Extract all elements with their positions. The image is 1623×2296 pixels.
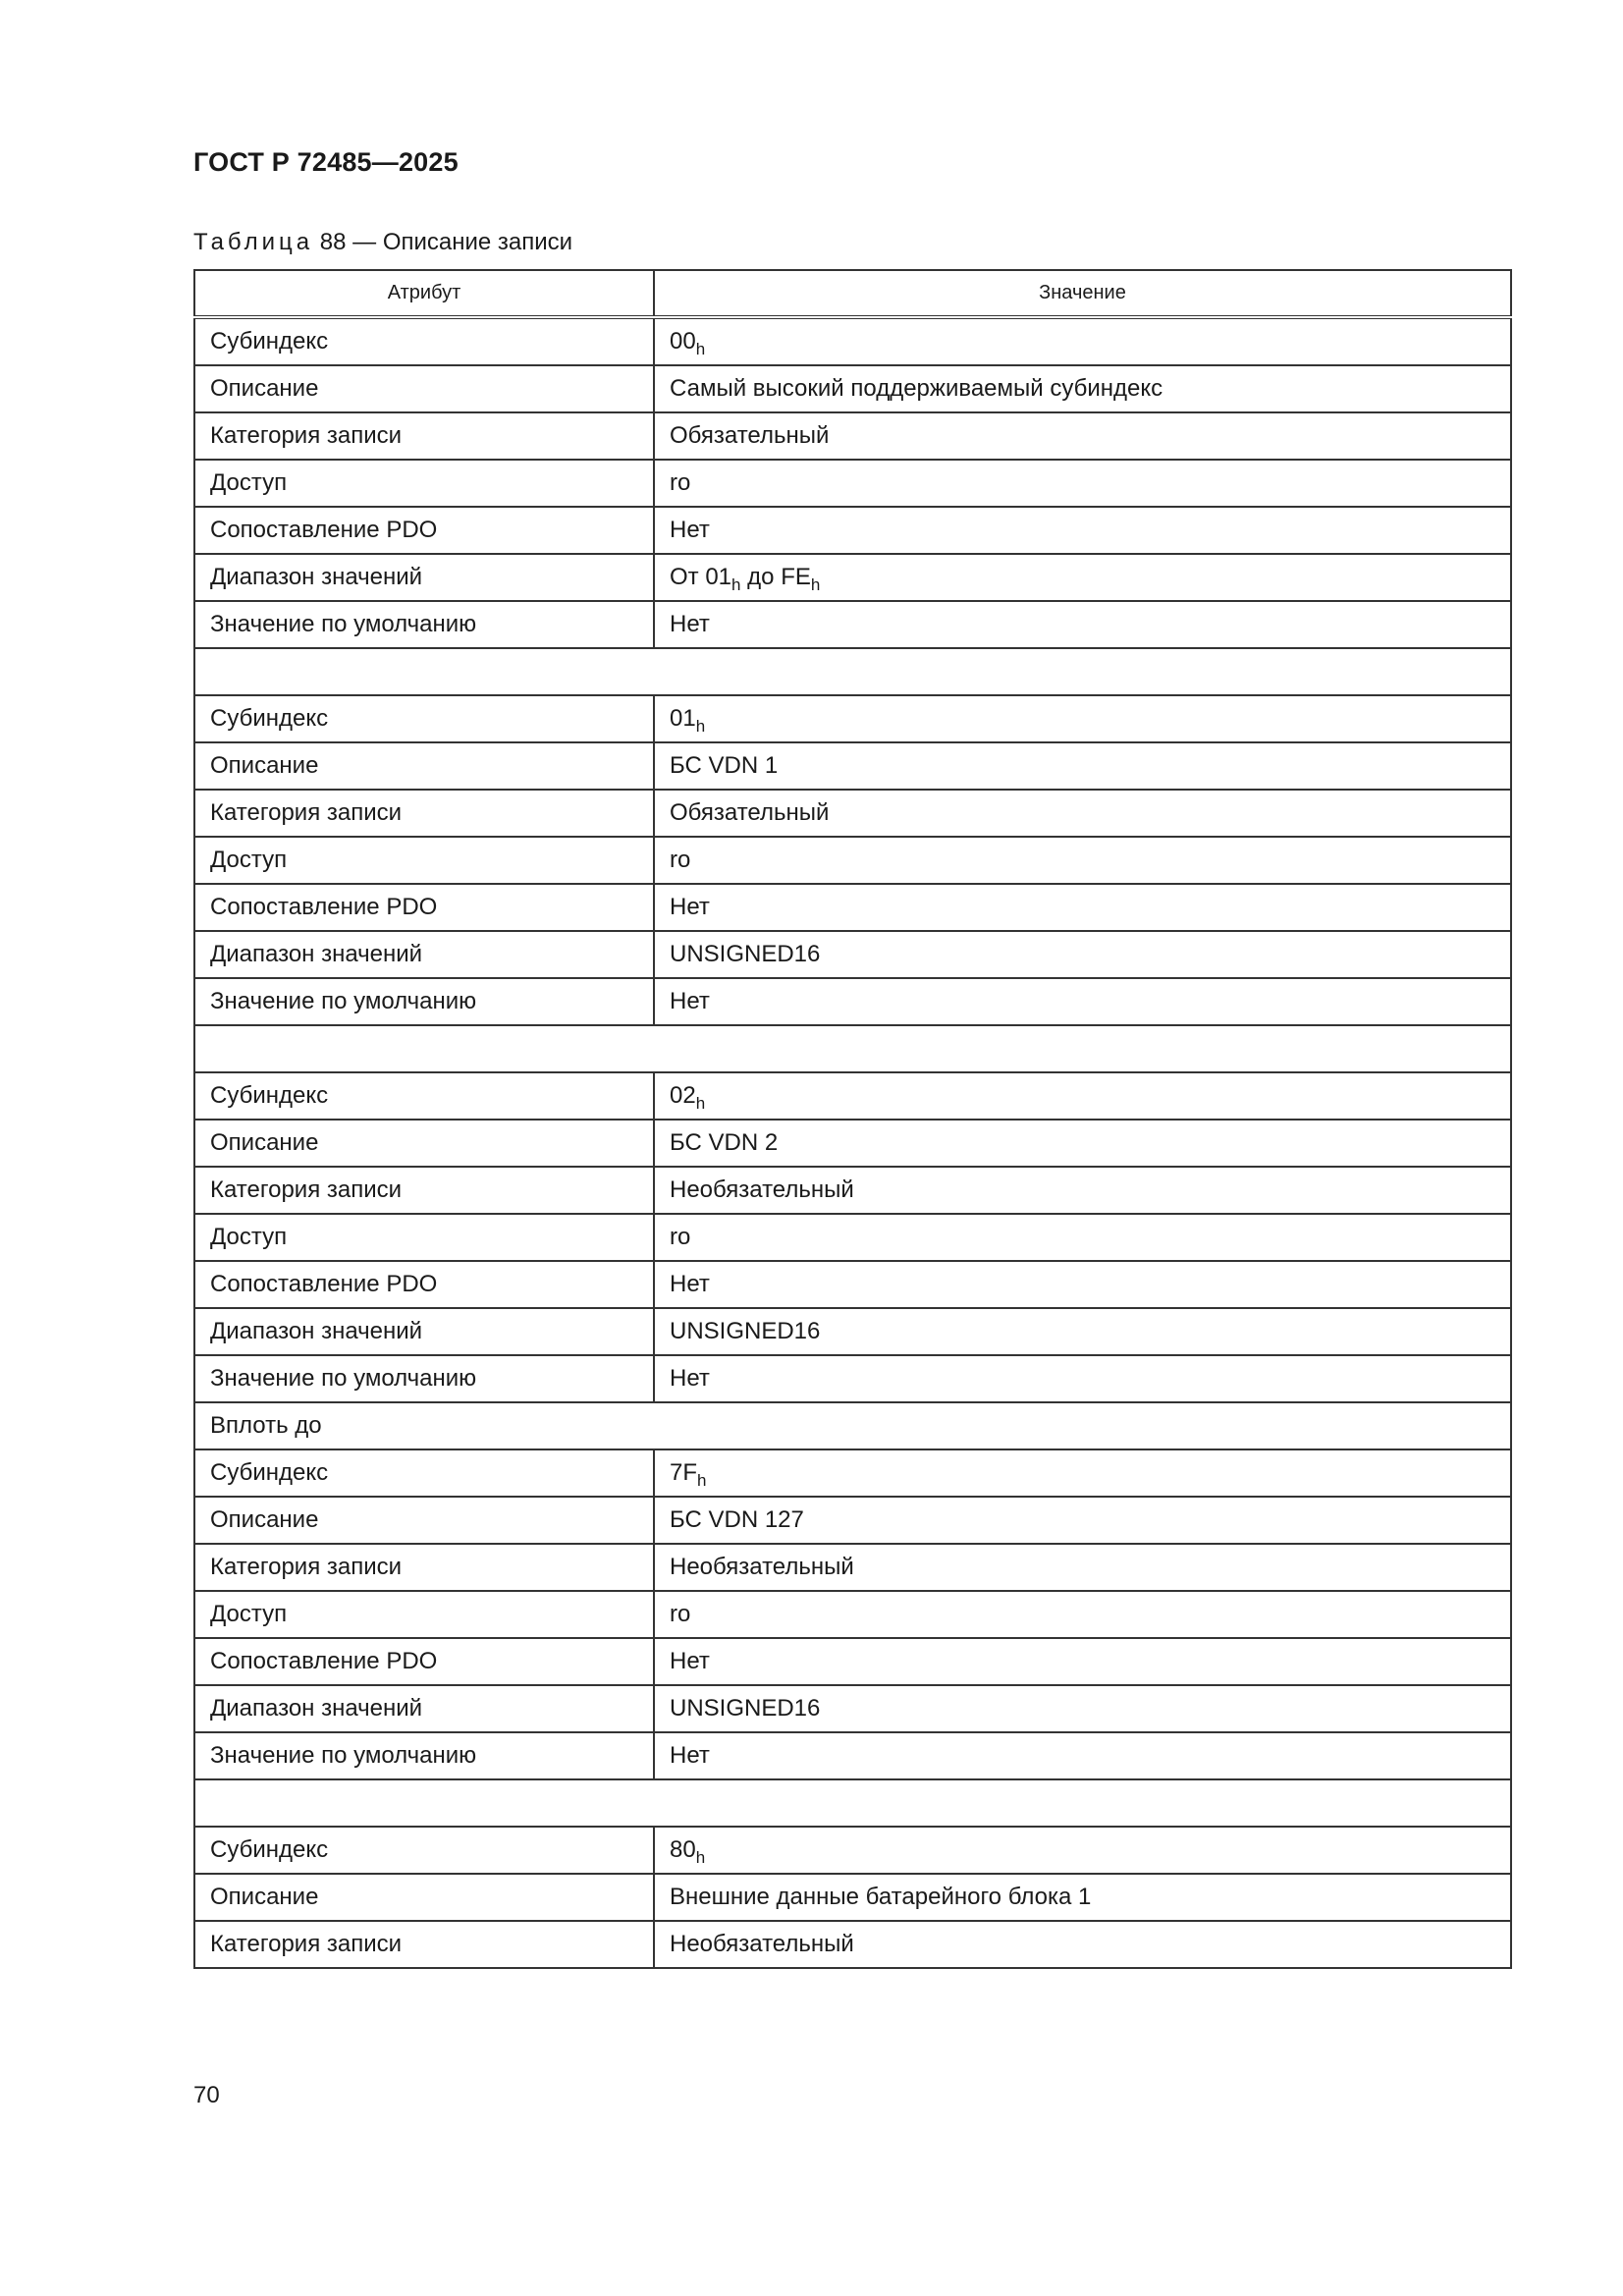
value-text: Необязательный [670, 1554, 854, 1580]
table-row [194, 460, 1511, 507]
value-text: 80 [670, 1836, 696, 1863]
table-span-row [194, 1402, 1511, 1449]
attribute-cell: Сопоставление PDO [194, 1261, 654, 1308]
column-header-attribute: Атрибут [194, 270, 654, 317]
value-text: до FE [740, 564, 811, 590]
attribute-cell: Описание [194, 1120, 654, 1167]
table-row [194, 554, 1511, 601]
table-caption-text: 88 — Описание записи [319, 229, 573, 255]
value-cell [654, 1308, 1511, 1355]
table-row [194, 931, 1511, 978]
table-row [194, 1167, 1511, 1214]
value-text: Нет [670, 988, 710, 1014]
value-text: Нет [670, 894, 710, 920]
value-cell [654, 412, 1511, 460]
value-text: Нет [670, 517, 710, 543]
attribute-cell: Описание [194, 742, 654, 790]
table-row [194, 317, 1511, 365]
value-cell [654, 1921, 1511, 1968]
span-cell: Вплоть до [194, 1402, 1511, 1449]
table-row [194, 837, 1511, 884]
record-description-table [193, 269, 1512, 1969]
value-text: 00 [670, 328, 696, 355]
value-cell [654, 1214, 1511, 1261]
table-row [194, 790, 1511, 837]
value-cell [654, 554, 1511, 601]
table-caption [193, 229, 572, 256]
table-row [194, 1497, 1511, 1544]
value-cell [654, 1497, 1511, 1544]
attribute-cell: Категория записи [194, 1921, 654, 1968]
value-cell [654, 1591, 1511, 1638]
attribute-cell: Субиндекс [194, 317, 654, 365]
separator-cell [194, 1025, 1511, 1072]
value-text: Нет [670, 1271, 710, 1297]
table-body [194, 317, 1511, 1968]
value-subscript: h [695, 340, 706, 358]
table-row [194, 601, 1511, 648]
value-text: Нет [670, 611, 710, 637]
table-header-row [194, 270, 1511, 317]
attribute-cell: Категория записи [194, 790, 654, 837]
value-cell [654, 837, 1511, 884]
value-text: Нет [670, 1365, 710, 1392]
attribute-cell: Сопоставление PDO [194, 1638, 654, 1685]
attribute-cell: Описание [194, 1497, 654, 1544]
value-text: ro [670, 1601, 691, 1627]
table-row [194, 1449, 1511, 1497]
value-text: ro [670, 847, 691, 873]
table-row [194, 1638, 1511, 1685]
attribute-cell: Доступ [194, 1591, 654, 1638]
table-row [194, 1732, 1511, 1779]
value-text: 01 [670, 705, 696, 732]
attribute-cell: Диапазон значений [194, 1308, 654, 1355]
value-cell [654, 695, 1511, 742]
value-text: UNSIGNED16 [670, 941, 821, 967]
value-cell [654, 742, 1511, 790]
table-row [194, 1214, 1511, 1261]
attribute-cell: Доступ [194, 837, 654, 884]
attribute-cell: Диапазон значений [194, 931, 654, 978]
value-subscript: h [695, 717, 706, 736]
attribute-cell: Диапазон значений [194, 1685, 654, 1732]
table-row [194, 1261, 1511, 1308]
attribute-cell: Категория записи [194, 412, 654, 460]
value-subscript: h [695, 1094, 706, 1113]
value-cell [654, 460, 1511, 507]
attribute-cell: Категория записи [194, 1167, 654, 1214]
value-subscript: h [697, 1471, 707, 1490]
value-text: Внешние данные батарейного блока 1 [670, 1884, 1092, 1910]
attribute-cell: Значение по умолчанию [194, 1732, 654, 1779]
value-cell [654, 1827, 1511, 1874]
value-cell [654, 1072, 1511, 1120]
value-text: UNSIGNED16 [670, 1695, 821, 1722]
value-text: ro [670, 1224, 691, 1250]
value-text: Нет [670, 1648, 710, 1674]
value-cell [654, 507, 1511, 554]
table-row [194, 978, 1511, 1025]
attribute-cell: Описание [194, 365, 654, 412]
attribute-cell: Субиндекс [194, 1827, 654, 1874]
value-cell [654, 365, 1511, 412]
value-cell [654, 1874, 1511, 1921]
value-cell [654, 884, 1511, 931]
attribute-cell: Доступ [194, 1214, 654, 1261]
table-row [194, 1874, 1511, 1921]
table-separator-row [194, 1779, 1511, 1827]
value-cell [654, 1261, 1511, 1308]
attribute-cell: Субиндекс [194, 695, 654, 742]
attribute-cell: Субиндекс [194, 1072, 654, 1120]
value-text: Обязательный [670, 422, 830, 449]
attribute-cell: Значение по умолчанию [194, 1355, 654, 1402]
value-text: 7F [670, 1459, 698, 1486]
value-text: 02 [670, 1082, 696, 1109]
table-row [194, 1120, 1511, 1167]
table-row [194, 884, 1511, 931]
table-separator-row [194, 1025, 1511, 1072]
value-text: БС VDN 1 [670, 752, 779, 779]
table-separator-row [194, 648, 1511, 695]
value-subscript: h [695, 1848, 706, 1867]
table-row [194, 742, 1511, 790]
attribute-cell: Сопоставление PDO [194, 507, 654, 554]
column-header-value: Значение [654, 270, 1511, 317]
value-subscript: h [810, 575, 821, 594]
value-cell [654, 1355, 1511, 1402]
value-cell [654, 1544, 1511, 1591]
table-row [194, 1355, 1511, 1402]
table-row [194, 1072, 1511, 1120]
value-cell [654, 1638, 1511, 1685]
table-row [194, 1827, 1511, 1874]
value-subscript: h [731, 575, 741, 594]
attribute-cell: Субиндекс [194, 1449, 654, 1497]
value-text: От 01 [670, 564, 732, 590]
value-cell [654, 790, 1511, 837]
page-number: 70 [193, 2082, 220, 2108]
value-cell [654, 601, 1511, 648]
value-cell [654, 1449, 1511, 1497]
value-text: Самый высокий поддерживаемый субиндекс [670, 375, 1163, 402]
table-caption-prefix: Таблица [193, 229, 314, 255]
table-row [194, 507, 1511, 554]
value-cell [654, 931, 1511, 978]
table-row [194, 1685, 1511, 1732]
table-row [194, 1921, 1511, 1968]
attribute-cell: Значение по умолчанию [194, 601, 654, 648]
attribute-cell: Описание [194, 1874, 654, 1921]
table-row [194, 1591, 1511, 1638]
value-text: Обязательный [670, 799, 830, 826]
value-cell [654, 1167, 1511, 1214]
attribute-cell: Сопоставление PDO [194, 884, 654, 931]
attribute-cell: Значение по умолчанию [194, 978, 654, 1025]
value-text: ro [670, 469, 691, 496]
value-cell [654, 317, 1511, 365]
separator-cell [194, 1779, 1511, 1827]
table-row [194, 1308, 1511, 1355]
attribute-cell: Доступ [194, 460, 654, 507]
attribute-cell: Категория записи [194, 1544, 654, 1591]
document-header: ГОСТ Р 72485—2025 [193, 147, 459, 177]
table-row [194, 695, 1511, 742]
value-text: UNSIGNED16 [670, 1318, 821, 1344]
value-cell [654, 1685, 1511, 1732]
table-row [194, 412, 1511, 460]
value-text: Необязательный [670, 1176, 854, 1203]
attribute-cell: Диапазон значений [194, 554, 654, 601]
value-cell [654, 1120, 1511, 1167]
table-row [194, 1544, 1511, 1591]
value-text: БС VDN 2 [670, 1129, 779, 1156]
table-row [194, 365, 1511, 412]
value-cell [654, 1732, 1511, 1779]
value-cell [654, 978, 1511, 1025]
value-text: Необязательный [670, 1931, 854, 1957]
separator-cell [194, 648, 1511, 695]
value-text: Нет [670, 1742, 710, 1769]
value-text: БС VDN 127 [670, 1506, 804, 1533]
